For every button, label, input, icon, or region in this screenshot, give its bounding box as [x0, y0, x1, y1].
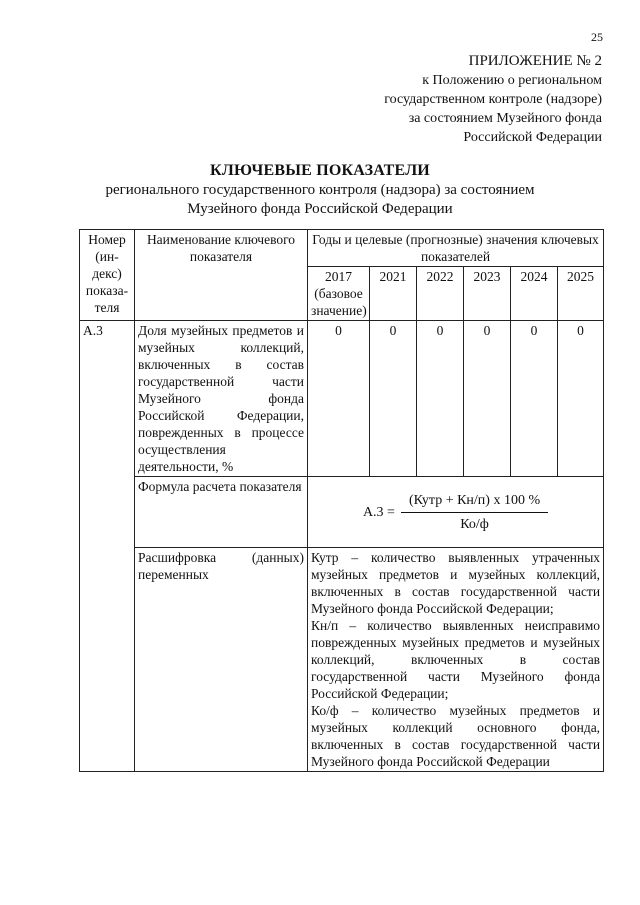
indicator-value: 0 [464, 321, 511, 477]
header-year: 2022 [417, 267, 464, 321]
variable-definition: Кн/п – количество выявленных неисправимо поврежденных музейных предметов и музейных коллекций, включенных в состав государственной части Музейного фонда Российской Федерации; [311, 618, 601, 701]
formula-cell [308, 477, 604, 548]
header-number: Номер (ин-декс) показа-теля [80, 230, 135, 321]
indicator-value: 0 [308, 321, 370, 477]
header-year: 2025 [558, 267, 604, 321]
indicator-value: 0 [511, 321, 558, 477]
appendix-line: за состоянием Музейного фонда [408, 111, 602, 126]
document-subtitle: регионального государственного контроля (надзора) за состоянием [105, 182, 535, 198]
formula-row [80, 477, 604, 548]
indicator-index: А.3 [80, 321, 135, 772]
formula-lhs: А.3 = [362, 504, 395, 520]
variable-definition: Кутр – количество выявленных утраченных музейных предметов и музейных коллекций, включенных в состав государственной части Музейного фонда Российской Федерации; [311, 550, 601, 616]
indicator-value: 0 [558, 321, 604, 477]
appendix-header [302, 52, 602, 147]
header-name: Наименование ключевого показателя [135, 230, 308, 321]
indicator-value: 0 [370, 321, 417, 477]
indicator-value: 0 [417, 321, 464, 477]
formula-fraction [401, 492, 548, 533]
header-years-group: Годы и целевые (прогнозные) значения ключевых показателей [308, 230, 604, 267]
formula [308, 477, 603, 547]
variables-row [80, 548, 604, 772]
document-subtitle: Музейного фонда Российской Федерации [187, 201, 453, 217]
formula-label: Формула расчета показателя [135, 477, 308, 548]
variables-label: Расшифровка (данных) переменных [135, 548, 308, 772]
page-number: 25 [591, 30, 603, 44]
indicator-name: Доля музейных предметов и музейных коллекций, включенных в состав государственной части Музейного фонда Российской Федерации, поврежденных в процессе осуществления деятельности, % [135, 321, 308, 477]
formula-numerator: (Кутр + Кн/п) х 100 % [401, 492, 548, 513]
header-year: 2017 (базовое значение) [308, 267, 370, 321]
header-year: 2024 [511, 267, 558, 321]
table-row [80, 321, 604, 477]
document-heading [0, 161, 640, 219]
variables-legend [308, 548, 604, 772]
formula-denominator: Ко/ф [460, 516, 489, 532]
appendix-line: государственном контроле (надзоре) [384, 92, 602, 107]
appendix-line: Российской Федерации [463, 130, 602, 145]
appendix-title: ПРИЛОЖЕНИЕ № 2 [468, 53, 602, 69]
appendix-line: к Положению о региональном [422, 73, 602, 88]
table-header-row [80, 230, 604, 267]
variable-definition: Ко/ф – количество музейных предметов и музейных коллекций основного фонда, включенных в состав государственной части Музейного фонда Российской Федерации [311, 703, 601, 769]
header-year: 2021 [370, 267, 417, 321]
kpi-table [79, 229, 604, 772]
header-year: 2023 [464, 267, 511, 321]
document-title: КЛЮЧЕВЫЕ ПОКАЗАТЕЛИ [210, 162, 430, 179]
